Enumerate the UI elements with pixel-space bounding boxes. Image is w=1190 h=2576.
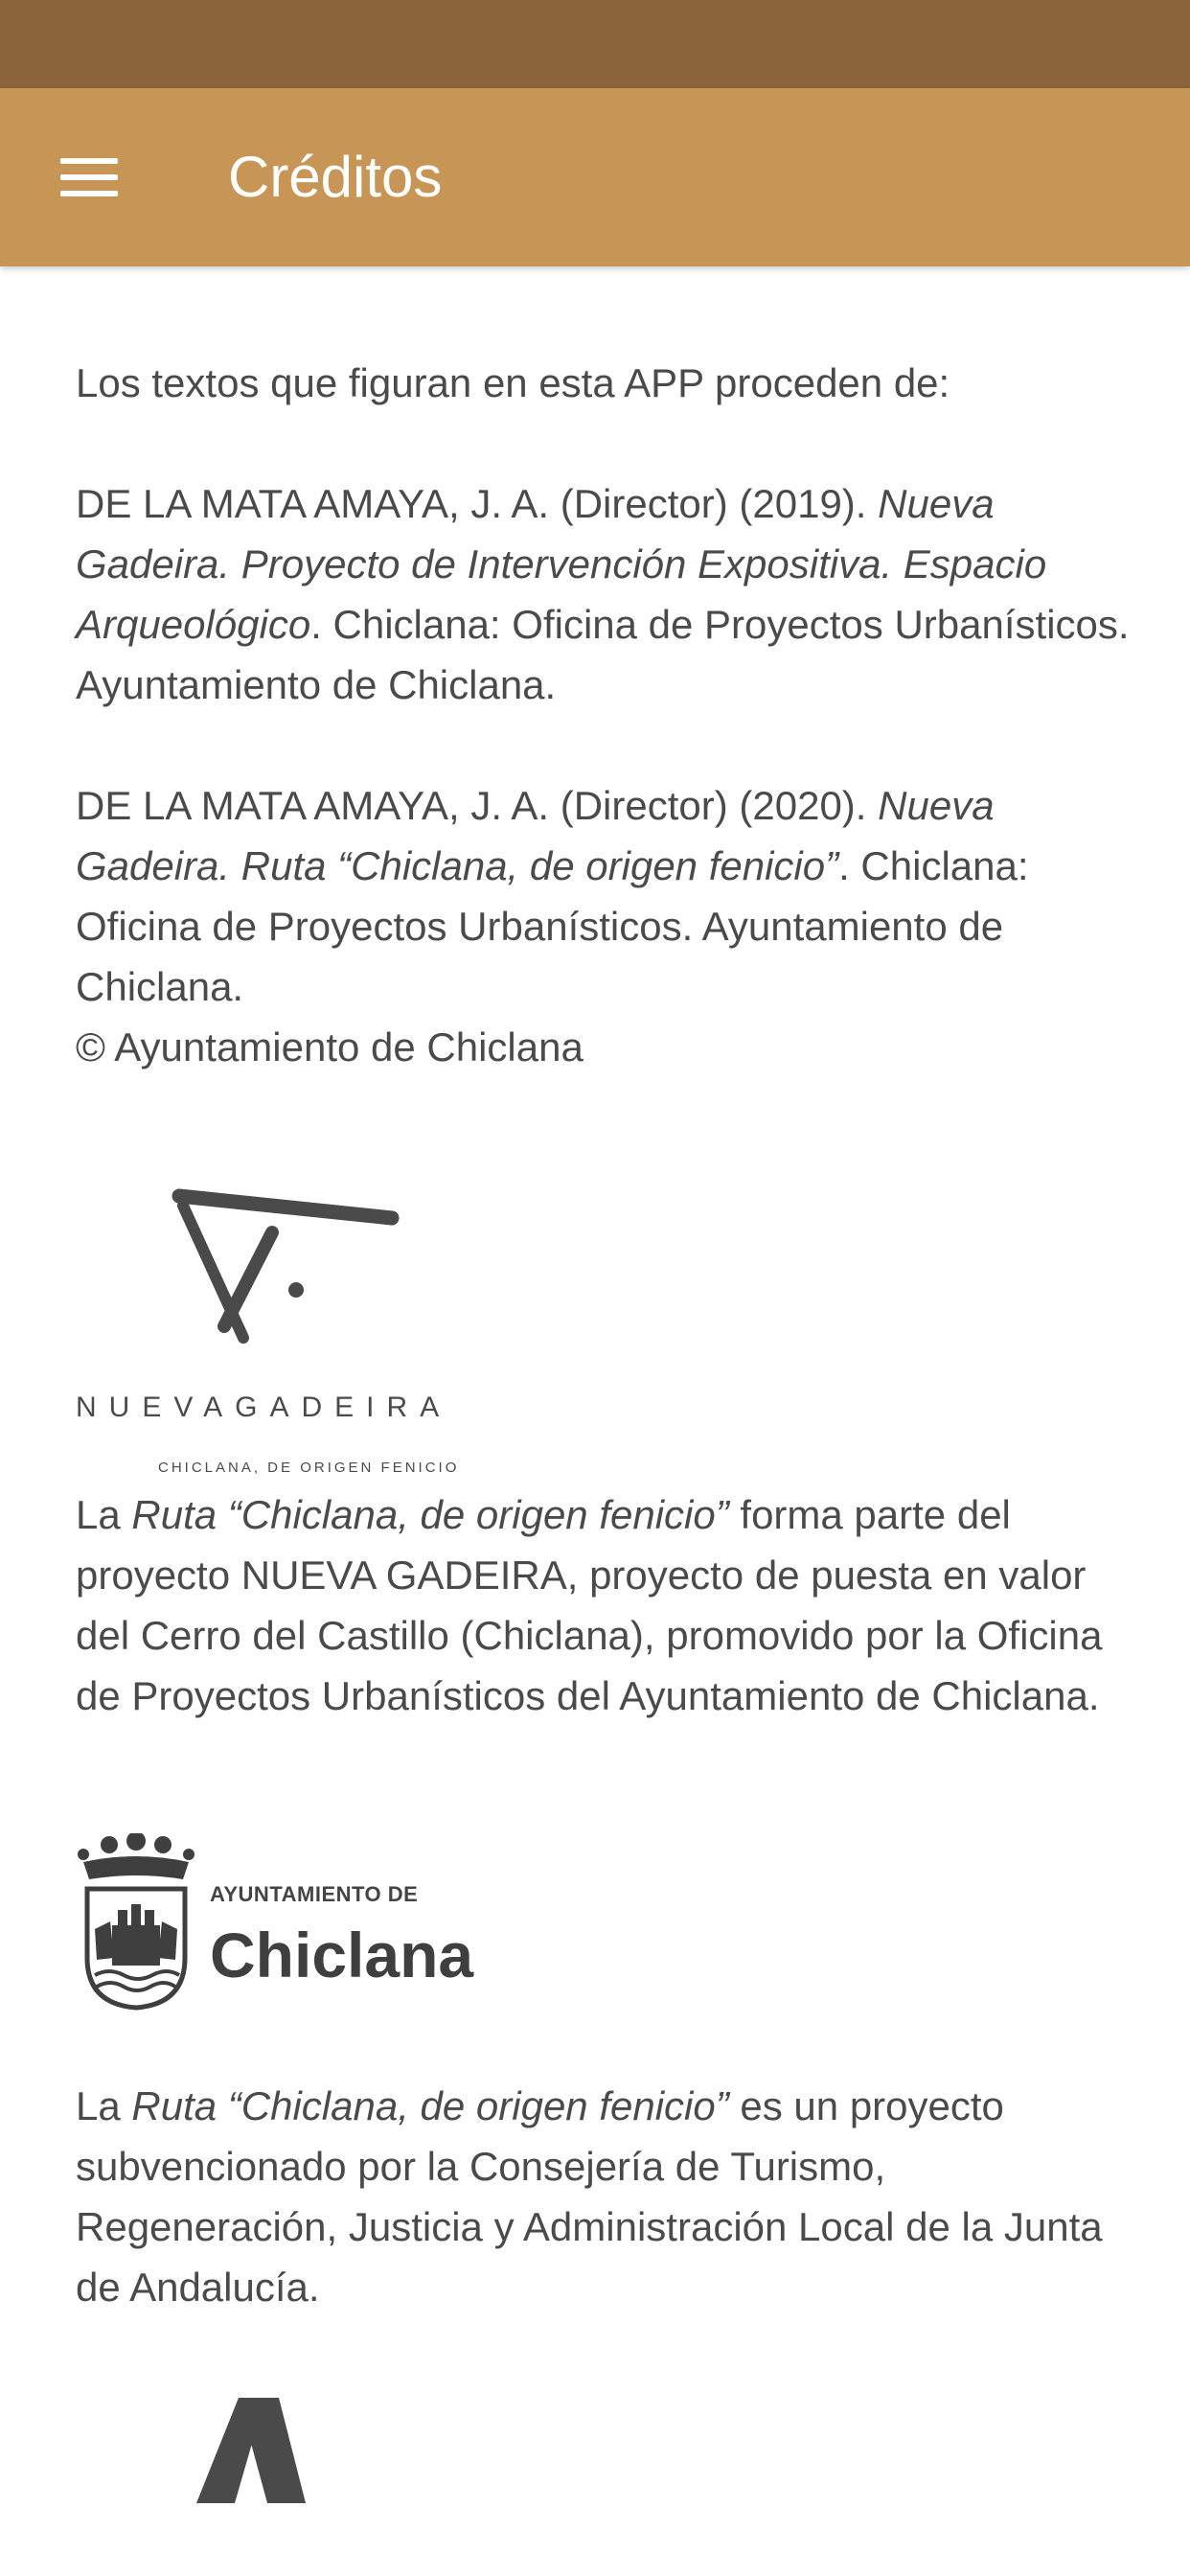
nueva-gadeira-logo — [76, 1184, 469, 1476]
reference-2019: DE LA MATA AMAYA, J. A. (Director) (2019). Nueva Gadeira. Proyecto de Intervención Expositiva. Espacio Arqueológico. Chiclana: Oficina de Proyectos Urbanísticos. Ayuntamiento de Chiclana. — [76, 481, 1130, 707]
app-bar — [0, 88, 1190, 266]
reference-2020: DE LA MATA AMAYA, J. A. (Director) (2020). Nueva Gadeira. Ruta “Chiclana, de origen fenicio”. Chiclana: Oficina de Proyectos Urbanísticos. Ayuntamiento de Chiclana. — [76, 783, 1029, 1009]
funding-description: La Ruta “Chiclana, de origen fenicio” es un proyecto subvencionado por la Consejería de Turismo, Regeneración, Justicia y Administración Local de la Junta de Andalucía. — [76, 2083, 1103, 2310]
intro-text: Los textos que figuran en esta APP proceden de: — [76, 360, 950, 405]
credits-content — [76, 353, 1130, 2519]
coat-of-arms-icon — [76, 1833, 196, 2015]
junta-andalucia-symbol-icon — [76, 2398, 325, 2503]
status-bar — [0, 0, 1190, 88]
nueva-gadeira-wordmark: NUEVAGADEIRA — [76, 1392, 452, 1423]
nueva-gadeira-symbol-icon — [76, 1184, 469, 1367]
junta-andalucia-logo — [76, 2398, 1130, 2519]
page-title: Créditos — [228, 145, 443, 209]
nueva-gadeira-subtitle: CHICLANA, DE ORIGEN FENICIO — [158, 1460, 460, 1476]
chiclana-label: Chiclana — [210, 1919, 474, 1990]
ayuntamiento-wordmark — [210, 1864, 474, 1990]
route-description: La Ruta “Chiclana, de origen fenicio” forma parte del proyecto NUEVA GADEIRA, proyecto de puesta en valor del Cerro del Castillo (Chiclana), promovido por la Oficina de Proyectos Urbanísticos del Ayuntamiento de Chiclana. — [76, 1492, 1103, 1718]
copyright-text: © Ayuntamiento de Chiclana — [76, 1024, 584, 1070]
ayuntamiento-chiclana-logo — [76, 1833, 1130, 2015]
menu-icon[interactable] — [46, 136, 132, 218]
ayuntamiento-label: AYUNTAMIENTO DE — [210, 1881, 419, 1906]
